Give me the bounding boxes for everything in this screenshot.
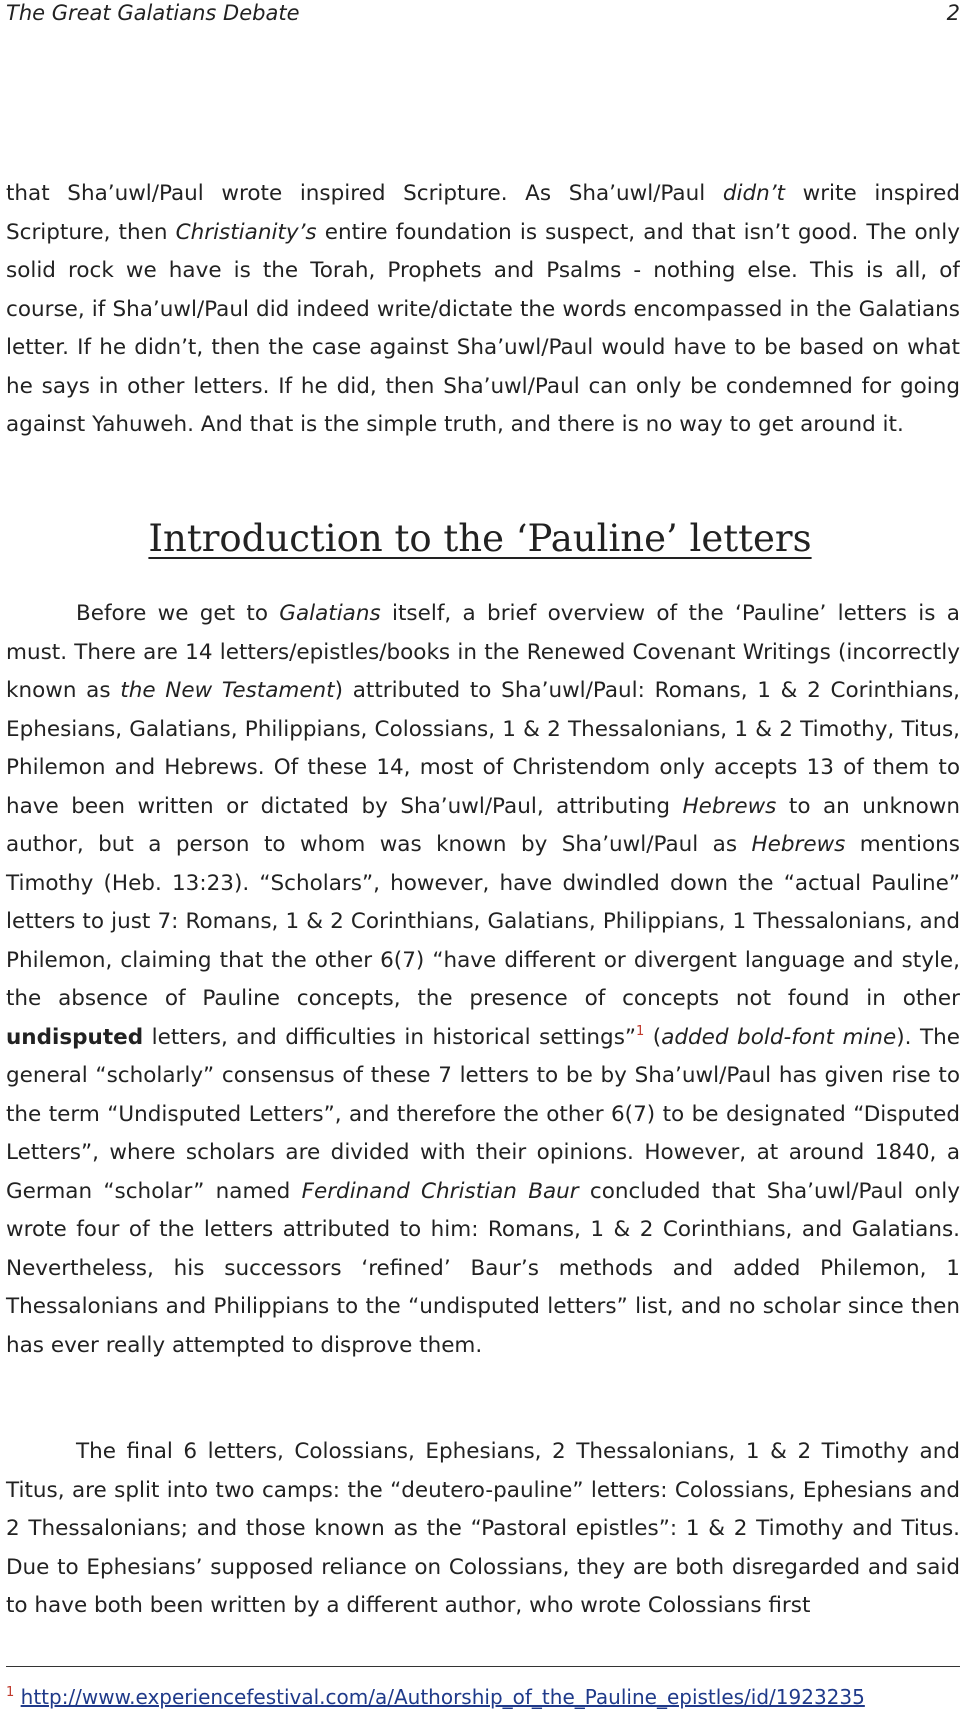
paragraph-final-six: The final 6 letters, Colossians, Ephesians, 2 Thessalonians, 1 & 2 Timothy and Titus, are split into two camps: the “deutero-pauline” letters: Colossians, Ephesians and 2 Thessalonians; and those known as the “Pastoral epistles”: 1 & 2 Timothy and Titus. Due to Ephesians’ supposed reliance on Colossians, they are both disregarded and said to have both been written by a different author, who wrote Colossians first	[6, 1439, 960, 1618]
emphasis-bold-font-note: added bold-font mine	[661, 1024, 897, 1050]
page-number: 2	[946, 1, 960, 25]
footnote-link[interactable]: http://www.experiencefestival.com/a/Authorship_of_the_Pauline_epistles/id/1923235	[20, 1685, 865, 1709]
footnote-reference[interactable]: 1	[636, 1023, 645, 1039]
emphasis-baur: Ferdinand Christian Baur	[301, 1178, 579, 1204]
emphasis-hebrews-2: Hebrews	[751, 832, 846, 857]
emphasis-didnt: didn’t	[722, 181, 785, 206]
header-title: The Great Galatians Debate	[6, 1, 300, 25]
footnote-number: 1	[6, 1685, 15, 1700]
footnote	[6, 1680, 865, 1710]
running-header	[6, 0, 960, 30]
emphasis-christianity: Christianity’s	[175, 219, 317, 245]
emphasis-new-testament: the New Testament	[120, 678, 335, 703]
paragraph-continuation: that Sha’uwl/Paul wrote inspired Scripture. As Sha’uwl/Paul didn’t write inspired Scripture, then Christianity’s entire foundation is suspect, and that isn’t good. The only solid rock we have is the Torah, Prophets and Psalms - nothing else. This is all, of course, if Sha’uwl/Paul did indeed write/dictate the words encompassed in the Galatians letter. If he didn’t, then the case against Sha’uwl/Paul would have to be based on what he says in other letters. If he did, then Sha’uwl/Paul can only be condemned for going against Yahuweh. And that is the simple truth, and there is no way to get around it.	[6, 181, 960, 437]
bold-undisputed: undisputed	[6, 1024, 144, 1050]
emphasis-hebrews: Hebrews	[682, 793, 777, 819]
emphasis-galatians: Galatians	[279, 601, 381, 626]
footnote-divider	[6, 1666, 960, 1667]
section-heading: Introduction to the ‘Pauline’ letters	[148, 517, 812, 560]
paragraph-pauline-overview: Before we get to Galatians itself, a brief overview of the ‘Pauline’ letters is a must. There are 14 letters/epistles/books in the Renewed Covenant Writings (incorrectly known as the New Testament) attributed to Sha’uwl/Paul: Romans, 1 & 2 Corinthians, Ephesians, Galatians, Philippians, Colossians, 1 & 2 Thessalonians, 1 & 2 Timothy, Titus, Philemon and Hebrews. Of these 14, most of Christendom only accepts 13 of them to have been written or dictated by Sha’uwl/Paul, attributing Hebrews to an unknown author, but a person to whom was known by Sha’uwl/Paul as Hebrews mentions Timothy (Heb. 13:23). “Scholars”, however, have dwindled down the “actual Pauline” letters to just 7: Romans, 1 & 2 Corinthians, Galatians, Philippians, 1 Thessalonians, and Philemon, claiming that the other 6(7) “have different or divergent language and style, the absence of Pauline concepts, the presence of concepts not found in other undisputed letters, and difficulties in historical settings”$^1$ (added bold-font mine). The general “scholarly” consensus of these 7 letters to be by Sha’uwl/Paul has given rise to the term “Undisputed Letters”, and therefore the other 6(7) to be designated “Disputed Letters”, where scholars are divided with their opinions. However, at around 1840, a German “scholar” named Ferdinand Christian Baur concluded that Sha’uwl/Paul only wrote four of the letters attributed to him: Romans, 1 & 2 Corinthians, and Galatians. Nevertheless, his successors ‘refined’ Baur’s methods and added Philemon, 1 Thessalonians and Philippians to the “undisputed letters” list, and no scholar since then has ever really attempted to disprove them.	[6, 601, 960, 1358]
